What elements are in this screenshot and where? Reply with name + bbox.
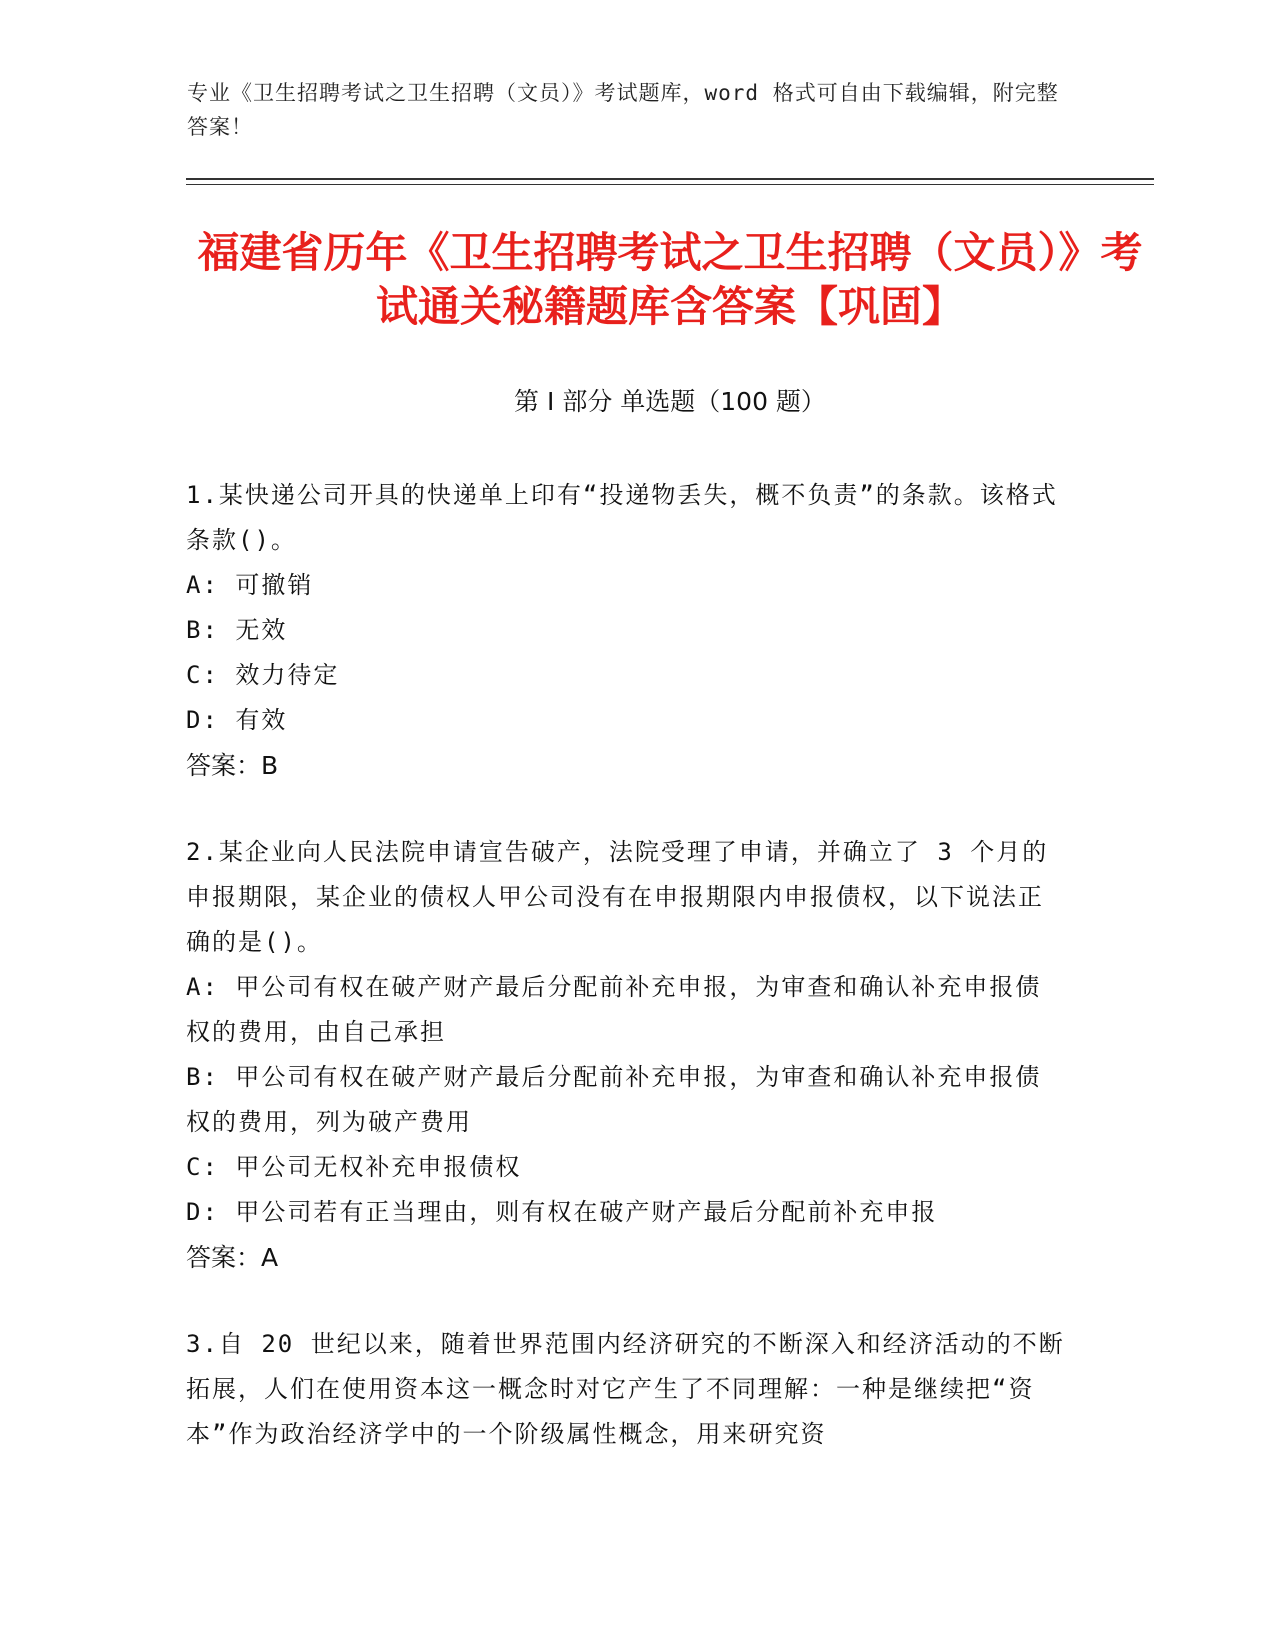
- option-b: B: 甲公司有权在破产财产最后分配前补充申报，为审查和确认补充申报债权的费用，列为破产费用: [186, 1063, 1042, 1136]
- option-d: D: 甲公司若有正当理由，则有权在破产财产最后分配前补充申报: [186, 1198, 938, 1226]
- option-d: D: 有效: [186, 706, 288, 734]
- header-rule-top: [186, 178, 1154, 180]
- question-text: 1.某快递公司开具的快递单上印有“投递物丢失，概不负责”的条款。该格式条款()。: [186, 481, 1058, 554]
- document-title: 福建省历年《卫生招聘考试之卫生招聘（文员）》考试通关秘籍题库含答案【巩固】: [197, 228, 1143, 331]
- option-a: A: 甲公司有权在破产财产最后分配前补充申报，为审查和确认补充申报债权的费用，由自己承担: [186, 973, 1042, 1046]
- option-b: B: 无效: [186, 616, 288, 644]
- option-c: C: 效力待定: [186, 661, 340, 689]
- section-heading: 第 I 部分 单选题（100 题）: [514, 387, 826, 416]
- answer: 答案：A: [186, 1243, 279, 1272]
- question-text: 2.某企业向人民法院申请宣告破产，法院受理了申请，并确立了 3 个月的申报期限，某企业的债权人甲公司没有在申报期限内申报债权，以下说法正确的是()。: [186, 838, 1049, 956]
- question-2: [186, 830, 1066, 1280]
- question-3: [186, 1322, 1066, 1457]
- header-note: 专业《卫生招聘考试之卫生招聘（文员）》考试题库，word 格式可自由下载编辑，附完整答案！: [187, 81, 1059, 139]
- question-text: 3.自 20 世纪以来，随着世界范围内经济研究的不断深入和经济活动的不断拓展，人们在使用资本这一概念时对它产生了不同理解：一种是继续把“资本”作为政治经济学中的一个阶级属性概念，用来研究资: [186, 1330, 1065, 1448]
- option-a: A: 可撤销: [186, 571, 314, 599]
- answer: 答案：B: [186, 751, 279, 780]
- header-rule-bottom: [186, 184, 1154, 185]
- question-1: [186, 473, 1066, 788]
- option-c: C: 甲公司无权补充申报债权: [186, 1153, 522, 1181]
- question-list: [186, 473, 1066, 1499]
